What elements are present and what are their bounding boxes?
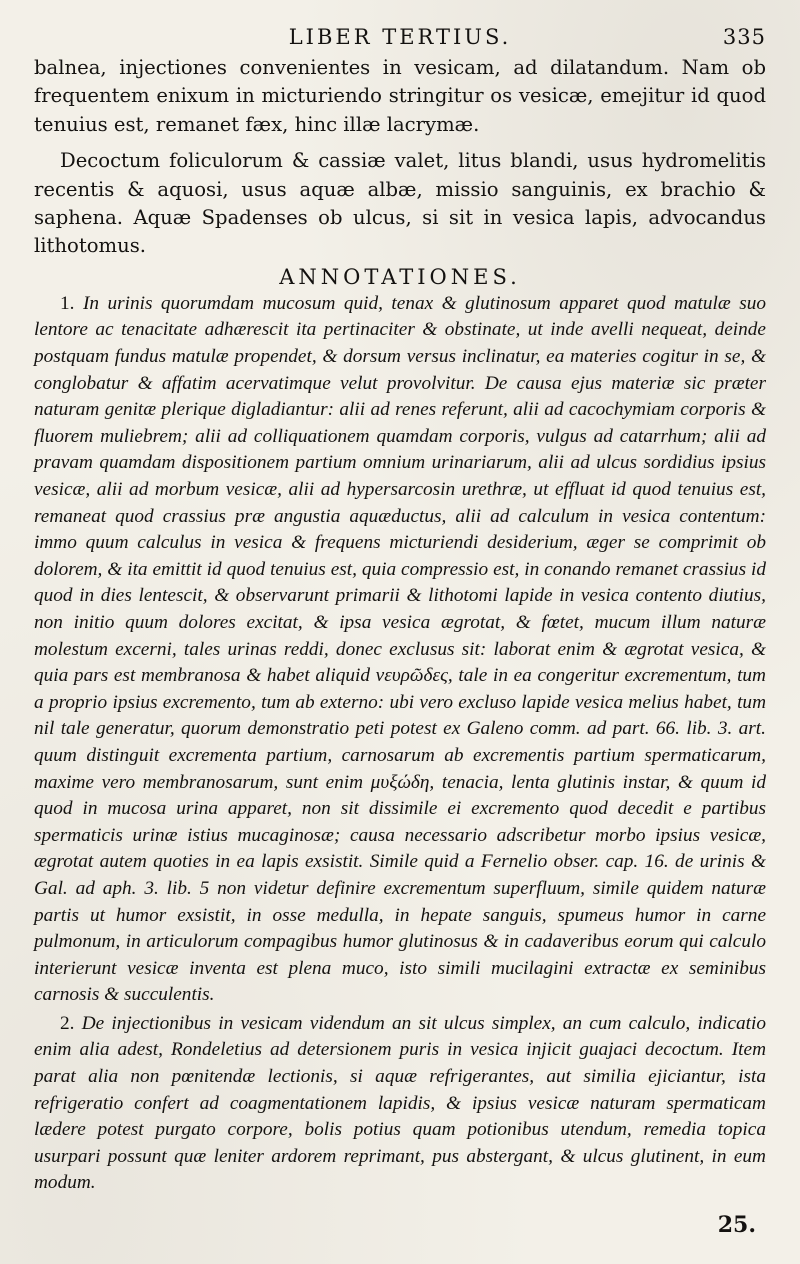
annotation-text-2: De injectionibus in vesicam videndum an sit ulcus simplex, an cum calculo, indicatio enim alia adest, Rondeletius ad detersionem puris in vesica injicit guajaci decoctum. Item parat alia non pœnitendæ lectionis, si aquæ refrigerantes, aut similia ejiciantur, ista refrigeratio confert ad coagmentationem lapidis, & ipsius vesicæ naturam spermaticam lædere potest purgato corpore, bolis potius quam potionibus utendum, remedia topica usurpari possunt quæ leniter ardorem reprimant, pus abstergant, & ulcus glutinent, in eum modum. [34,1012,766,1194]
annotation-note-1 [34,291,766,1009]
annotation-text-1: In urinis quorumdam mucosum quid, tenax & glutinosum apparet quod matulæ suo lentore ac tenacitate adhærescit ita pertinaciter & obstinate, ut inde avelli nequeat, deinde postquam fundus matulæ propendet, & dorsum versus inclinatur, ea materies cogitur in se, & conglobatur & affatim acervatimque velut provolvitur. De causa ejus materiæ sic præter naturam genitæ plerique digladiantur: alii ad renes referunt, alii ad cacochymiam corporis & fluorem muliebrem; alii ad colliquationem quamdam corporis, vulgus ad catarrhum; alii ad pravam quamdam dispositionem partium omnium urinariarum, alii ad ulcus sordidius ipsius vesicæ, alii ad morbum vesicæ, alii ad hypersarcosin urethræ, ut effluat id quod tenuius est, remaneat quod crassius præ angustia aquæductus, alii ad calculum in vesica contentum: immo quum calculus in vesica & frequens micturiendi desiderium, æger se comprimit ob dolorem, & ita emittit id quod tenuius est, quia compressio est, in conando remanet crassius id quod in dies lentescit, & observarunt primarii & lithotomi lapide in vesica contento diutius, non initio quum dolores excitat, & ipsa vesica ægrotat, & fœtet, mucum illum naturæ molestum excerni, tales urinas reddi, donec exclusus sit: laborat enim & ægrotat vesica, & quia pars est membranosa & habet aliquid νευρῶδες, tale in ea congeritur excrementum, tum a proprio ipsius excremento, tum ab externo: ubi vero excluso lapide vesica melius habet, tum nil tale generatur, quorum demonstratio peti potest ex Galeno comm. ad part. 66. lib. 3. art. quum distinguit excrementa partium, carnosarum ab excrementis partium spermaticarum, maxime vero membranosarum, sunt enim μυξώδη, tenacia, lenta glutinis instar, & quum id quod in mucosa urina apparet, non sit dissimile ei excremento quod decedit e partibus spermaticis urinæ istius mucaginosæ; causa necessario adscribetur morbo ipsius vesicæ, ægrotat autem quoties in ea lapis exsistit. Simile quid a Fernelio obser. cap. 16. de urinis & Gal. ad aph. 3. lib. 5 non videtur definire excrementum superfluum, simile quidem naturæ partis ut humor exsistit, in osse medulla, in hepate sanguis, spumeus humor in carne pulmonum, in articulorum compagibus humor glutinosus & in cadaveribus eorum qui calculo interierunt vesicæ inventa est plena muco, isto simili mucilagini extractæ ex seminibus carnosis & succulentis. [34,292,767,1006]
page-number: 335 [722,25,766,49]
annotation-number-1: 1. [60,292,75,314]
body-paragraph-2: Decoctum foliculorum & cassiæ valet, litus blandi, usus hydromelitis recentis & aquosi, usus aquæ albæ, missio sanguinis, ex brachio & saphena. Aquæ Spadenses ob ulcus, si sit in vesica lapis, advocandus lithotomus. [34,149,766,258]
annotation-note-2 [34,1011,766,1197]
running-head-title: LIBER TERTIUS. [288,25,512,49]
running-head [34,20,766,54]
body-paragraph-1: balnea, injectiones convenientes in vesicam, ad dilatandum. Nam ob frequentem enixum in micturiendo stringitur os vesicæ, emejitur id quod tenuius est, remanet fæx, hinc illæ lacrymæ. [34,56,766,136]
catchword: 25. [717,1212,756,1238]
annotation-number-2: 2. [60,1012,75,1034]
annotations-heading: ANNOTATIONES. [279,264,521,289]
